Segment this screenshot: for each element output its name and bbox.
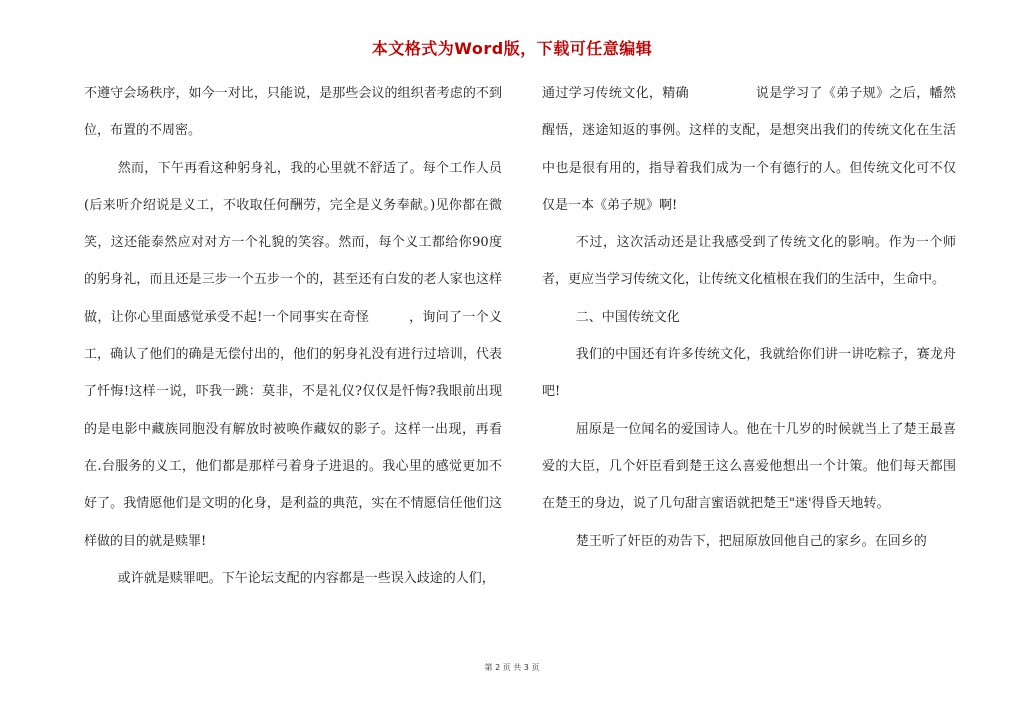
- paragraph: 或许就是赎罪吧。下午论坛支配的内容都是一些误入歧途的人们，: [117, 570, 495, 586]
- paragraph: 不遵守会场秩序，如今一对比，只能说，是那些会议的组织者考虑的不到位，布置的不周密。: [84, 86, 502, 139]
- section-heading: 二、中国传统文化: [575, 309, 680, 325]
- paragraph: 我们的中国还有许多传统文化，我就给你们讲一讲吃粽子，赛龙舟吧!: [542, 347, 956, 400]
- page-number-footer: 第 2 页 共 3 页: [484, 663, 540, 672]
- paragraph: 屈原是一位闻名的爱国诗人。他在十几岁的时候就当上了楚王最喜爱的大臣，几个奸臣看到楚王这么喜爱他想出一个计策。他们每天都围在楚王的身边，说了几句甜言蜜语就把楚王"迷'得昏天地转。: [542, 421, 956, 512]
- right-text-column: [542, 75, 956, 560]
- paragraph: 通过学习传统文化，精确 说是学习了《弟子规》之后，幡然醒悟，迷途知返的事例。这样的支配，是想突出我们的传统文化在生活中也是很有用的，指导着我们成为一个有德行的人。但传统文化可不仅仅是一本《弟子规》啊!: [542, 86, 956, 213]
- paragraph: 不过，这次活动还是让我感受到了传统文化的影响。作为一个师者，更应当学习传统文化，让传统文化植根在我们的生活中，生命中。: [542, 235, 956, 288]
- document-header-title: 本文格式为Word版，下载可任意编辑: [371, 39, 653, 58]
- paragraph: 然而，下午再看这种躬身礼，我的心里就不舒适了。每个工作人员(后来听介绍说是义工，不收取任何酬劳，完全是义务奉献。)见你都在微笑，这还能泰然应对对方一个礼貌的笑容。然而，每个义工都给你90度的躬身礼，而且还是三步一个五步一个的，甚至还有白发的老人家也这样做，让你心里面感觉承受不起!一个同事实在奇怪 ，询问了一个义工，确认了他们的确是无偿付出的，他们的躬身礼没有进行过培训，代表了忏悔!这样一说，吓我一跳：莫非，不是礼仪?仅仅是忏悔?我眼前出现的是电影中藏族同胞没有解放时被唤作藏奴的影子。这样一出现，再看在.台服务的义工，他们都是那样弓着身子进退的。我心里的感觉更加不好了。我情愿他们是文明的化身，是利益的典范，实在不情愿信任他们这样做的目的就是赎罪!: [84, 160, 502, 549]
- left-text-column: [84, 75, 502, 597]
- paragraph: 楚王听了奸臣的劝告下，把屈原放回他自己的家乡。在回乡的: [575, 533, 927, 549]
